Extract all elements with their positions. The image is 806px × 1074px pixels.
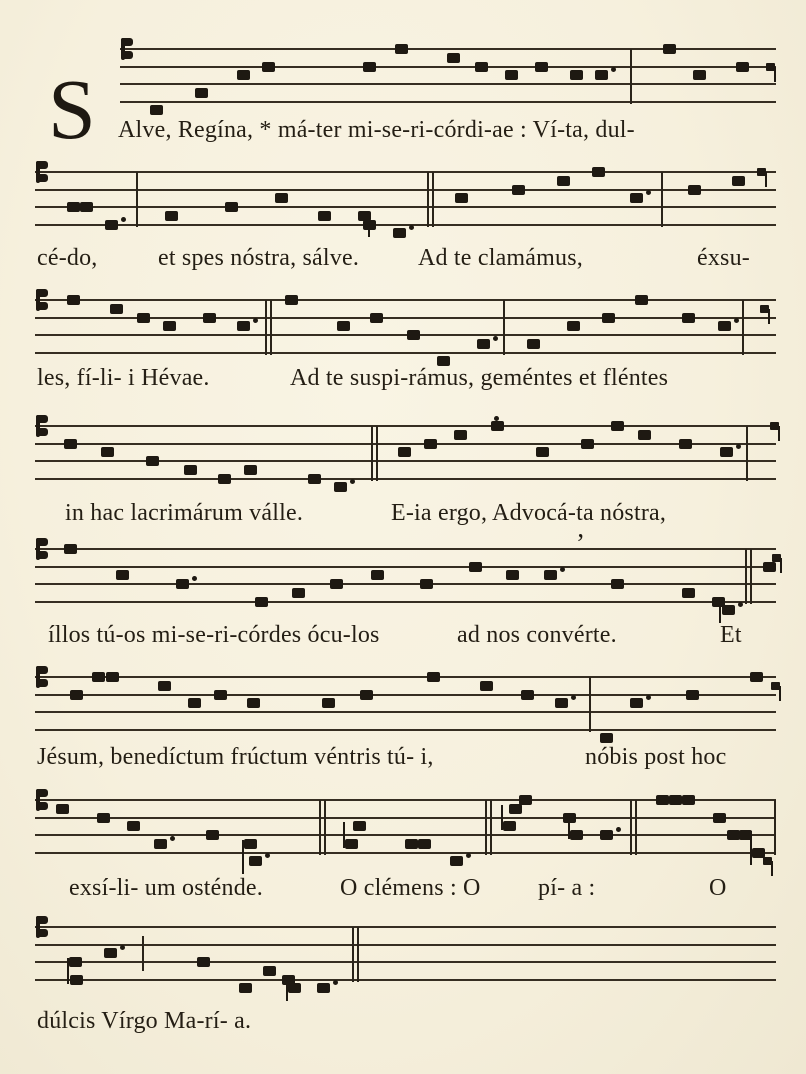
mora-dot (560, 567, 565, 572)
mora-dot (120, 945, 125, 950)
lyric-segment: E-ia ergo, Advocá-ta nóstra, (391, 500, 667, 526)
punctum (345, 839, 358, 849)
staff-line (35, 676, 776, 678)
staff-line (35, 189, 776, 191)
punctum (469, 562, 482, 572)
staff-line (35, 206, 776, 208)
punctum (527, 339, 540, 349)
staff-line (35, 171, 776, 173)
do-clef-lower-blob (36, 679, 48, 687)
staff-line (35, 926, 776, 928)
punctum (308, 474, 321, 484)
mora-dot (571, 695, 576, 700)
barline-double (485, 800, 487, 855)
mora-dot (738, 602, 743, 607)
do-clef (36, 161, 49, 183)
mora-dot (646, 190, 651, 195)
staff-line (120, 66, 776, 68)
punctum (206, 830, 219, 840)
do-clef (36, 916, 49, 938)
do-clef (36, 415, 49, 437)
punctum (398, 447, 411, 457)
staff-line (35, 834, 776, 836)
barline-double (270, 300, 272, 355)
punctum (353, 821, 366, 831)
staff-line (35, 583, 776, 585)
punctum (292, 588, 305, 598)
lyric-segment: pí- a : (538, 875, 596, 901)
barline-single (503, 300, 505, 355)
punctum (371, 570, 384, 580)
custos-tail (771, 861, 773, 876)
punctum (602, 313, 615, 323)
do-clef (121, 38, 134, 60)
punctum (663, 44, 676, 54)
punctum (713, 813, 726, 823)
lyric-segment: Jésum, benedíctum frúctum véntris tú- i, (37, 744, 434, 770)
do-clef-lower-blob (36, 174, 48, 182)
punctum (600, 733, 613, 743)
punctum (638, 430, 651, 440)
barline-double (371, 426, 373, 481)
punctum (67, 202, 80, 212)
punctum (427, 672, 440, 682)
lyric-segment: Ad te clamámus, (418, 245, 583, 271)
mora-dot (350, 479, 355, 484)
punctum (454, 430, 467, 440)
barline-single (746, 426, 748, 481)
punctum (447, 53, 460, 63)
punctum (56, 804, 69, 814)
barline-single (661, 172, 663, 227)
do-clef-lower-blob (36, 302, 48, 310)
punctum (188, 698, 201, 708)
punctum (682, 313, 695, 323)
do-clef-lower-blob (36, 428, 48, 436)
punctum (262, 62, 275, 72)
punctum (752, 848, 765, 858)
punctum (218, 474, 231, 484)
do-clef (36, 538, 49, 560)
punctum (505, 70, 518, 80)
punctum (477, 339, 490, 349)
staff-line (35, 299, 776, 301)
punctum (285, 295, 298, 305)
punctum (263, 966, 276, 976)
punctum (360, 690, 373, 700)
barline-double (357, 927, 359, 982)
do-clef-upper-blob (121, 38, 133, 46)
barline-double (376, 426, 378, 481)
do-clef-upper-blob (36, 161, 48, 169)
lyric-segment: dúlcis Vírgo Ma-rí- a. (37, 1008, 252, 1034)
custos-tail (768, 309, 770, 324)
punctum (163, 321, 176, 331)
stem (67, 958, 69, 984)
punctum (567, 321, 580, 331)
staff-line (35, 944, 776, 946)
punctum (146, 456, 159, 466)
punctum (363, 62, 376, 72)
custos-tail (778, 426, 780, 441)
punctum (688, 185, 701, 195)
punctum (630, 698, 643, 708)
punctum (197, 957, 210, 967)
lyric-segment: ad nos convérte. (457, 622, 617, 648)
punctum (732, 176, 745, 186)
punctum (330, 579, 343, 589)
punctum (656, 795, 669, 805)
punctum (536, 447, 549, 457)
lyric-segment: éxsu- (697, 245, 750, 271)
do-clef-upper-blob (36, 789, 48, 797)
punctum (334, 482, 347, 492)
barline-double (750, 549, 752, 604)
staff-line (35, 478, 776, 480)
punctum (720, 447, 733, 457)
punctum (480, 681, 493, 691)
punctum (555, 698, 568, 708)
custos-tail (765, 172, 767, 187)
do-clef-upper-blob (36, 916, 48, 924)
barline-double (635, 800, 637, 855)
barline-double (490, 800, 492, 855)
do-clef (36, 289, 49, 311)
do-clef-upper-blob (36, 538, 48, 546)
mora-dot (170, 836, 175, 841)
punctum (249, 856, 262, 866)
punctum (97, 813, 110, 823)
punctum (337, 321, 350, 331)
mora-dot (493, 336, 498, 341)
punctum (455, 193, 468, 203)
do-clef (36, 789, 49, 811)
mora-dot (253, 318, 258, 323)
punctum (557, 176, 570, 186)
punctum (570, 70, 583, 80)
punctum (611, 579, 624, 589)
staff-line (35, 443, 776, 445)
punctum (503, 821, 516, 831)
punctum (686, 690, 699, 700)
barline-double (432, 172, 434, 227)
do-clef-upper-blob (36, 415, 48, 423)
lyric-segment: íllos tú-os mi-se-ri-córdes ócu-los (48, 622, 380, 648)
punctum (750, 672, 763, 682)
custos-tail (774, 67, 776, 82)
staff-line (35, 224, 776, 226)
lyric-segment: exsí-li- um osténde. (69, 875, 263, 901)
staff-line (35, 334, 776, 336)
punctum (80, 202, 93, 212)
barline-double (265, 300, 267, 355)
barline-single (774, 800, 776, 855)
barline-single (589, 677, 591, 732)
stem (719, 598, 721, 624)
punctum (420, 579, 433, 589)
punctum (395, 44, 408, 54)
punctum (105, 220, 118, 230)
staff-line (35, 852, 776, 854)
punctum (70, 975, 83, 985)
stem (242, 840, 244, 874)
barline-single (136, 172, 138, 227)
punctum (158, 681, 171, 691)
punctum (237, 70, 250, 80)
punctum (509, 804, 522, 814)
staff-line (35, 961, 776, 963)
mora-dot (265, 853, 270, 858)
punctum (592, 167, 605, 177)
lyric-segment: nóbis post hoc (585, 744, 727, 770)
staff-line (35, 694, 776, 696)
punctum (512, 185, 525, 195)
do-clef-upper-blob (36, 666, 48, 674)
punctum (64, 544, 77, 554)
punctum (682, 795, 695, 805)
punctum (611, 421, 624, 431)
punctum (184, 465, 197, 475)
punctum (595, 70, 608, 80)
punctum (203, 313, 216, 323)
punctum (418, 839, 431, 849)
mora-dot (611, 67, 616, 72)
barline-quarter (142, 936, 144, 971)
punctum (317, 983, 330, 993)
barline-double (352, 927, 354, 982)
staff-line (35, 548, 776, 550)
mora-dot (646, 695, 651, 700)
barline-double (745, 549, 747, 604)
mora-dot (121, 217, 126, 222)
punctum (154, 839, 167, 849)
staff-line (35, 729, 776, 731)
punctum (244, 465, 257, 475)
mora-dot (333, 980, 338, 985)
staff-line (35, 979, 776, 981)
stem (286, 976, 288, 1002)
punctum (176, 579, 189, 589)
lyric-segment: et spes nóstra, sálve. (158, 245, 360, 271)
punctum (669, 795, 682, 805)
punctum (491, 421, 504, 431)
punctum (127, 821, 140, 831)
punctum (64, 439, 77, 449)
punctum (544, 570, 557, 580)
punctum (237, 321, 250, 331)
punctum (407, 330, 420, 340)
punctum (736, 62, 749, 72)
punctum (630, 193, 643, 203)
barline-double (319, 800, 321, 855)
do-clef-lower-blob (36, 802, 48, 810)
lyric-segment: cé-do, (37, 245, 98, 271)
do-clef-lower-blob (36, 551, 48, 559)
barline-double (324, 800, 326, 855)
do-clef-lower-blob (36, 929, 48, 937)
punctum (104, 948, 117, 958)
punctum (570, 830, 583, 840)
punctum (600, 830, 613, 840)
lyric-segment: O (709, 875, 727, 901)
punctum (475, 62, 488, 72)
lyric-segment: in hac lacrimárum válle. (65, 500, 304, 526)
lyric-segment: Et (720, 622, 742, 648)
punctum (535, 62, 548, 72)
punctum (106, 672, 119, 682)
mora-dot (192, 576, 197, 581)
punctum (247, 698, 260, 708)
mora-dot (736, 444, 741, 449)
punctum (214, 690, 227, 700)
mora-dot (409, 225, 414, 230)
staff-line (120, 101, 776, 103)
lyric-segment: les, fí-li- i Hévae. (37, 365, 210, 391)
punctum (581, 439, 594, 449)
punctum (521, 690, 534, 700)
custos-tail (779, 686, 781, 701)
punctum (70, 690, 83, 700)
punctum (288, 983, 301, 993)
staff-line (35, 711, 776, 713)
punctum (150, 105, 163, 115)
mora-dot (466, 853, 471, 858)
punctum (318, 211, 331, 221)
punctum (275, 193, 288, 203)
punctum (225, 202, 238, 212)
stem (368, 212, 370, 238)
punctum (450, 856, 463, 866)
punctum (195, 88, 208, 98)
staff-line (120, 83, 776, 85)
punctum (519, 795, 532, 805)
stem (750, 831, 752, 865)
do-clef-lower-blob (121, 51, 133, 59)
punctum (424, 439, 437, 449)
punctum (116, 570, 129, 580)
staff-line (120, 48, 776, 50)
punctum (635, 295, 648, 305)
mora-dot (734, 318, 739, 323)
punctum (405, 839, 418, 849)
initial-letter: S (48, 61, 96, 157)
stem (568, 814, 570, 840)
custos-tail (780, 558, 782, 573)
barline-double (427, 172, 429, 227)
punctum (92, 672, 105, 682)
punctum (244, 839, 257, 849)
staff-line (35, 352, 776, 354)
punctum (370, 313, 383, 323)
staff-line (35, 425, 776, 427)
punctum (165, 211, 178, 221)
punctum (101, 447, 114, 457)
staff-line (35, 817, 776, 819)
punctum (693, 70, 706, 80)
barline-single (742, 300, 744, 355)
do-clef-upper-blob (36, 289, 48, 297)
punctum (239, 983, 252, 993)
punctum (67, 295, 80, 305)
mora-dot (494, 416, 499, 421)
breath-mark: ’ (576, 528, 585, 558)
punctum (322, 698, 335, 708)
punctum (722, 605, 735, 615)
punctum (255, 597, 268, 607)
punctum (679, 439, 692, 449)
mora-dot (616, 827, 621, 832)
staff-line (35, 601, 776, 603)
stem (501, 805, 503, 831)
lyric-segment: O clémens : O (340, 875, 481, 901)
punctum (718, 321, 731, 331)
do-clef (36, 666, 49, 688)
lyric-segment: Alve, Regína, * má-ter mi-se-ri-córdi-ae : Ví-ta, dul- (118, 117, 635, 143)
punctum (393, 228, 406, 238)
punctum (506, 570, 519, 580)
lyric-segment: Ad te suspi-rámus, geméntes et fléntes (290, 365, 669, 391)
punctum (763, 562, 776, 572)
barline-double (630, 800, 632, 855)
staff-line (35, 566, 776, 568)
punctum (137, 313, 150, 323)
punctum (110, 304, 123, 314)
barline-single (630, 49, 632, 104)
punctum (69, 957, 82, 967)
stem (343, 822, 345, 848)
punctum (682, 588, 695, 598)
